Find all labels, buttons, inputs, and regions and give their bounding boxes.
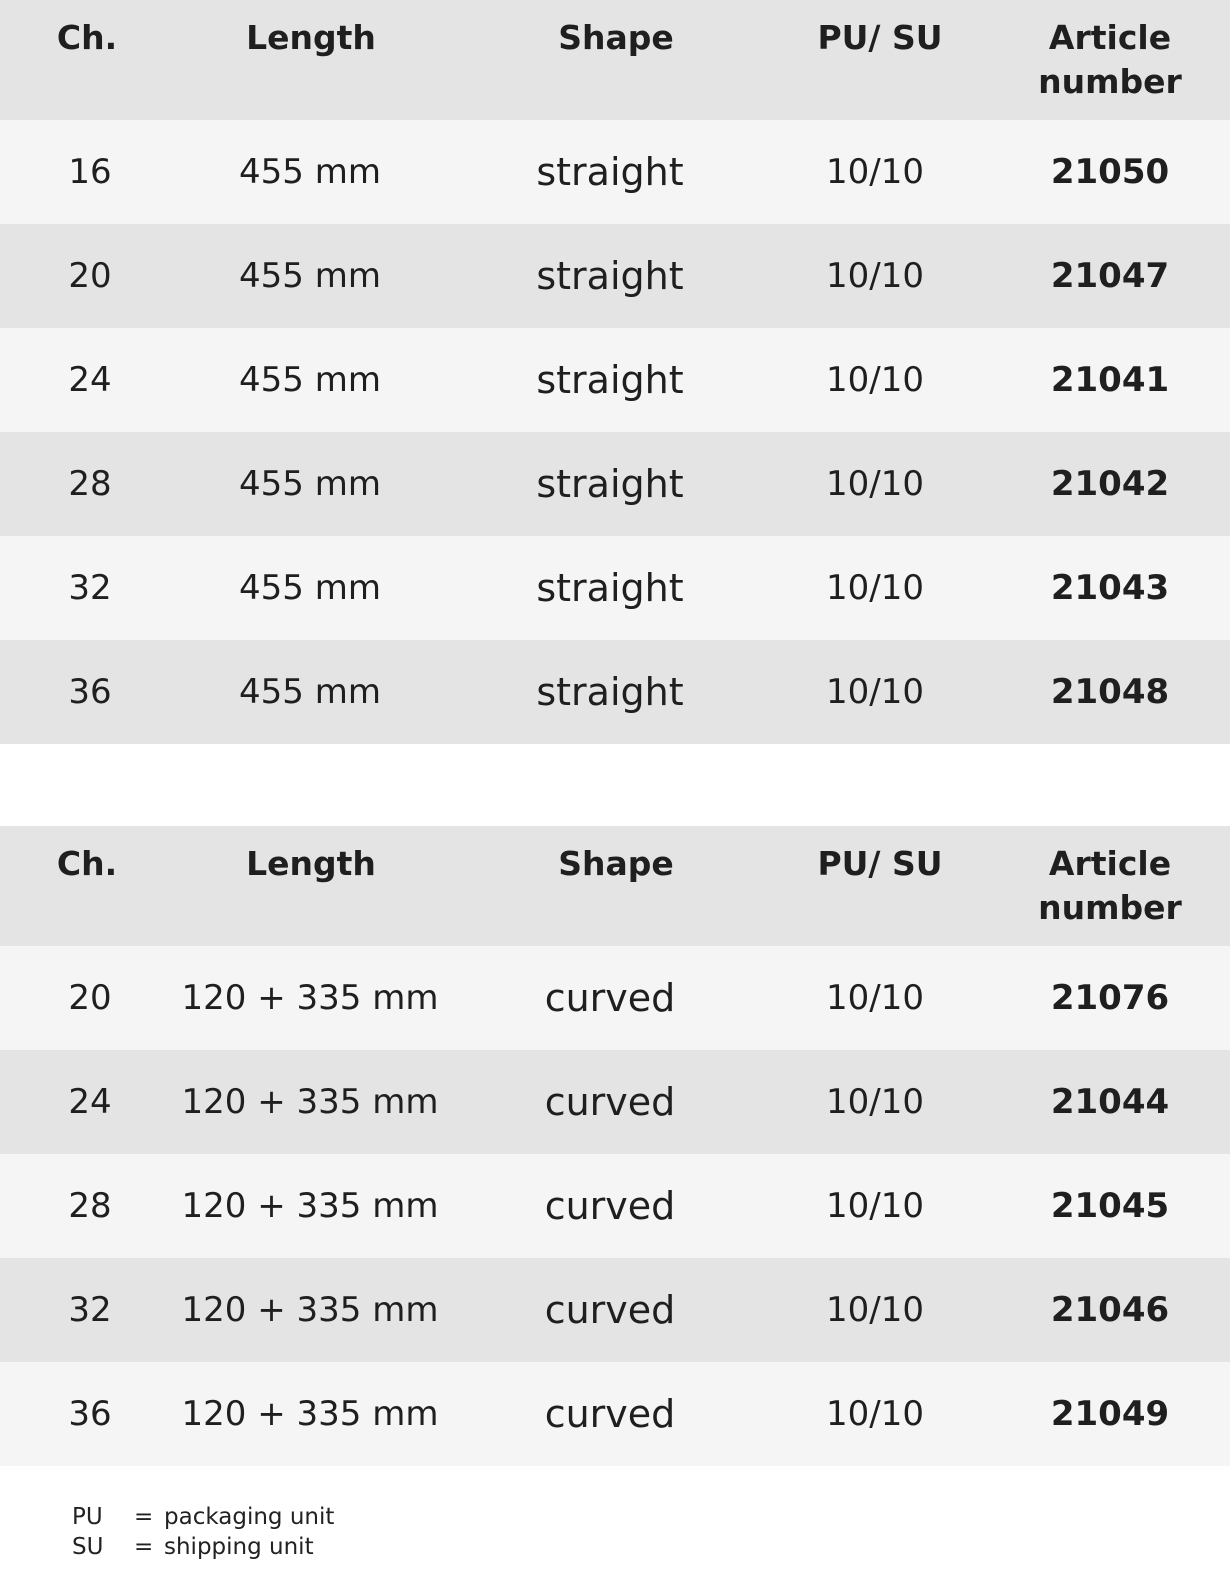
cell-shape: straight: [536, 462, 684, 506]
header-pu-su: PU/ SU: [817, 18, 943, 57]
cell-shape: straight: [536, 358, 684, 402]
cell-length: 120 + 335 mm: [181, 1290, 439, 1330]
table-row: [0, 1154, 1230, 1258]
cell-pu-su: 10/10: [826, 1082, 924, 1122]
cell-shape: straight: [536, 150, 684, 194]
curved-catheter-table: [0, 826, 1230, 1466]
cell-shape: curved: [544, 976, 676, 1020]
header-article-number: Article number: [1038, 844, 1182, 927]
cell-article-number: 21049: [1050, 1394, 1170, 1434]
table-row: [0, 1258, 1230, 1362]
header-length: Length: [246, 18, 376, 57]
cell-shape: curved: [544, 1392, 676, 1436]
cell-article-number: 21042: [1050, 464, 1170, 504]
cell-article-number: 21048: [1050, 672, 1170, 712]
table-row: [0, 328, 1230, 432]
table-row: [0, 224, 1230, 328]
cell-ch: 32: [68, 1290, 112, 1330]
cell-pu-su: 10/10: [826, 256, 924, 296]
table-row: [0, 432, 1230, 536]
cell-ch: 32: [68, 568, 112, 608]
cell-ch: 36: [68, 672, 112, 712]
table-row: [0, 536, 1230, 640]
cell-length: 455 mm: [239, 152, 381, 192]
cell-article-number: 21044: [1050, 1082, 1170, 1122]
header-pu-su: PU/ SU: [817, 844, 943, 883]
cell-ch: 20: [68, 256, 112, 296]
cell-pu-su: 10/10: [826, 1186, 924, 1226]
table-row: [0, 1362, 1230, 1466]
cell-length: 455 mm: [239, 568, 381, 608]
header-shape: Shape: [558, 844, 674, 883]
cell-shape: curved: [544, 1080, 676, 1124]
legend-description: shipping unit: [164, 1534, 314, 1560]
cell-article-number: 21041: [1050, 360, 1170, 400]
cell-pu-su: 10/10: [826, 568, 924, 608]
legend-abbr: SU: [72, 1534, 104, 1560]
cell-ch: 20: [68, 978, 112, 1018]
cell-pu-su: 10/10: [826, 464, 924, 504]
cell-article-number: 21043: [1050, 568, 1170, 608]
cell-pu-su: 10/10: [826, 152, 924, 192]
cell-pu-su: 10/10: [826, 1394, 924, 1434]
straight-catheter-table: [0, 0, 1230, 744]
header-ch: Ch.: [56, 18, 118, 57]
cell-length: 455 mm: [239, 256, 381, 296]
cell-article-number: 21047: [1050, 256, 1170, 296]
cell-length: 120 + 335 mm: [181, 978, 439, 1018]
legend-equals: =: [134, 1504, 154, 1530]
cell-ch: 24: [68, 1082, 112, 1122]
cell-ch: 28: [68, 464, 112, 504]
table-row: [0, 1050, 1230, 1154]
table-row: [0, 946, 1230, 1050]
cell-shape: curved: [544, 1288, 676, 1332]
cell-length: 455 mm: [239, 464, 381, 504]
cell-shape: straight: [536, 254, 684, 298]
cell-length: 455 mm: [239, 360, 381, 400]
table-row: [0, 120, 1230, 224]
cell-pu-su: 10/10: [826, 978, 924, 1018]
legend-abbr: PU: [72, 1504, 103, 1530]
cell-article-number: 21045: [1050, 1186, 1170, 1226]
cell-shape: straight: [536, 566, 684, 610]
header-article-number: Article number: [1038, 18, 1182, 101]
header-ch: Ch.: [56, 844, 118, 883]
cell-pu-su: 10/10: [826, 672, 924, 712]
cell-ch: 24: [68, 360, 112, 400]
cell-length: 455 mm: [239, 672, 381, 712]
table-row: [0, 640, 1230, 744]
cell-article-number: 21046: [1050, 1290, 1170, 1330]
cell-length: 120 + 335 mm: [181, 1186, 439, 1226]
legend-equals: =: [134, 1534, 154, 1560]
legend-description: packaging unit: [164, 1504, 335, 1530]
cell-shape: curved: [544, 1184, 676, 1228]
cell-ch: 28: [68, 1186, 112, 1226]
cell-length: 120 + 335 mm: [181, 1394, 439, 1434]
cell-article-number: 21076: [1050, 978, 1170, 1018]
table-header-row: [0, 0, 1230, 120]
cell-length: 120 + 335 mm: [181, 1082, 439, 1122]
header-shape: Shape: [558, 18, 674, 57]
cell-shape: straight: [536, 670, 684, 714]
table-header-row: [0, 826, 1230, 946]
header-length: Length: [246, 844, 376, 883]
cell-ch: 16: [68, 152, 112, 192]
cell-ch: 36: [68, 1394, 112, 1434]
cell-pu-su: 10/10: [826, 1290, 924, 1330]
cell-article-number: 21050: [1050, 152, 1170, 192]
cell-pu-su: 10/10: [826, 360, 924, 400]
